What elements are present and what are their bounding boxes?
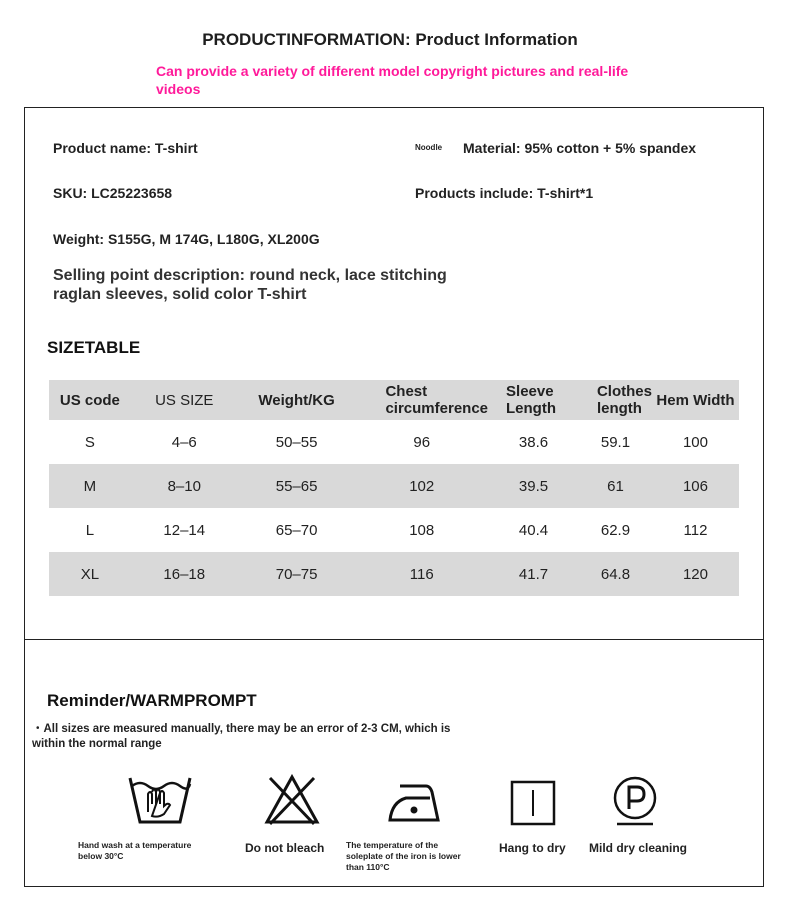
header-hem: Hem Width: [652, 380, 739, 420]
hang-dry-icon: [510, 780, 556, 826]
iron-icon: [386, 780, 442, 826]
cell-us-code: L: [85, 521, 95, 539]
selling-point-line2: raglan sleeves, solid color T-shirt: [53, 286, 307, 303]
header-sleeve-line1: Sleeve: [506, 383, 554, 400]
promo-note: Can provide a variety of different model copyright pictures and real-life videos: [156, 63, 629, 97]
cell-clothes: 64.8: [579, 552, 652, 596]
cell-clothes: 61: [579, 464, 652, 508]
cell-weight: 55–65: [238, 464, 356, 508]
weight-info: Weight: S155G, M 174G, L180G, XL200G: [53, 231, 320, 247]
hand-wash-line2: below 30°C: [78, 851, 124, 861]
no-bleach-icon: [264, 774, 320, 826]
hang-dry-label: Hang to dry: [499, 841, 566, 855]
noodle-tag: Noodle: [415, 143, 443, 152]
header-weight: Weight/KG: [238, 380, 356, 420]
cell-hem: 112: [683, 521, 708, 539]
cell-us-code: XL: [49, 552, 131, 596]
cell-clothes: 59.1: [600, 433, 631, 451]
table-row: [49, 552, 739, 596]
header-sleeve-line2: Length: [506, 400, 557, 417]
cell-us-code: S: [84, 433, 95, 451]
cell-sleeve: 38.6: [518, 433, 549, 451]
no-bleach-label: Do not bleach: [245, 841, 325, 855]
header-chest-line1: Chest: [385, 383, 428, 400]
cell-hem: 100: [682, 433, 708, 451]
size-table-header: [49, 380, 739, 420]
table-row: [49, 420, 739, 464]
selling-point: [53, 266, 493, 304]
cell-us-size: 8–10: [131, 464, 238, 508]
header-clothes: [579, 380, 652, 420]
cell-weight: 50–55: [275, 433, 318, 451]
header-chest-line2: circumference: [385, 400, 489, 417]
hand-wash-icon: [128, 772, 192, 828]
cell-chest: 108: [409, 521, 435, 539]
header-sleeve: [488, 380, 579, 420]
dry-clean-icon: [610, 774, 660, 828]
sku: SKU: LC25223658: [53, 185, 173, 201]
cell-sleeve: 40.4: [518, 521, 549, 539]
cell-us-size: 4–6: [171, 433, 197, 451]
reminder-title: Reminder/WARMPROMPT: [47, 691, 257, 710]
cell-us-code: M: [49, 464, 131, 508]
cell-us-size: 16–18: [131, 552, 238, 596]
cell-hem: 106: [652, 464, 739, 508]
page-title: PRODUCTINFORMATION: Product Information: [202, 30, 578, 49]
hand-wash-line1: Hand wash at a temperature: [78, 840, 192, 850]
iron-label: [346, 840, 496, 873]
iron-line3: than 110°C: [346, 862, 390, 872]
cell-us-size: 12–14: [163, 521, 206, 539]
product-name: Product name: T-shirt: [53, 140, 198, 156]
cell-chest: 96: [413, 433, 431, 451]
cell-sleeve: 41.7: [488, 552, 579, 596]
header-clothes-line1: Clothes: [596, 383, 652, 400]
cell-weight: 65–70: [275, 521, 318, 539]
dry-clean-label: Mild dry cleaning: [589, 841, 688, 855]
hand-wash-label: [78, 840, 228, 862]
table-row: [49, 508, 739, 552]
cell-hem: 120: [652, 552, 739, 596]
header-chest: [355, 380, 488, 420]
header-us-size: US SIZE: [131, 380, 238, 420]
iron-line2: soleplate of the iron is lower: [346, 851, 461, 861]
selling-point-line1: Selling point description: round neck, lace stitching: [53, 267, 447, 284]
cell-weight: 70–75: [238, 552, 356, 596]
reminder-note: ・All sizes are measured manually, there may be an error of 2-3 CM, which is within the normal range: [32, 723, 451, 750]
iron-line1: The temperature of the: [346, 840, 439, 850]
cell-chest: 102: [355, 464, 488, 508]
cell-clothes: 62.9: [600, 521, 631, 539]
header-us-code: US code: [49, 380, 131, 420]
size-table-title: SIZETABLE: [47, 338, 141, 357]
table-row: [49, 464, 739, 508]
cell-chest: 116: [355, 552, 488, 596]
header-clothes-line2: length: [596, 400, 642, 417]
material: Material: 95% cotton + 5% spandex: [463, 140, 697, 156]
size-table: [49, 380, 739, 596]
cell-sleeve: 39.5: [488, 464, 579, 508]
products-include: Products include: T-shirt*1: [415, 185, 594, 201]
